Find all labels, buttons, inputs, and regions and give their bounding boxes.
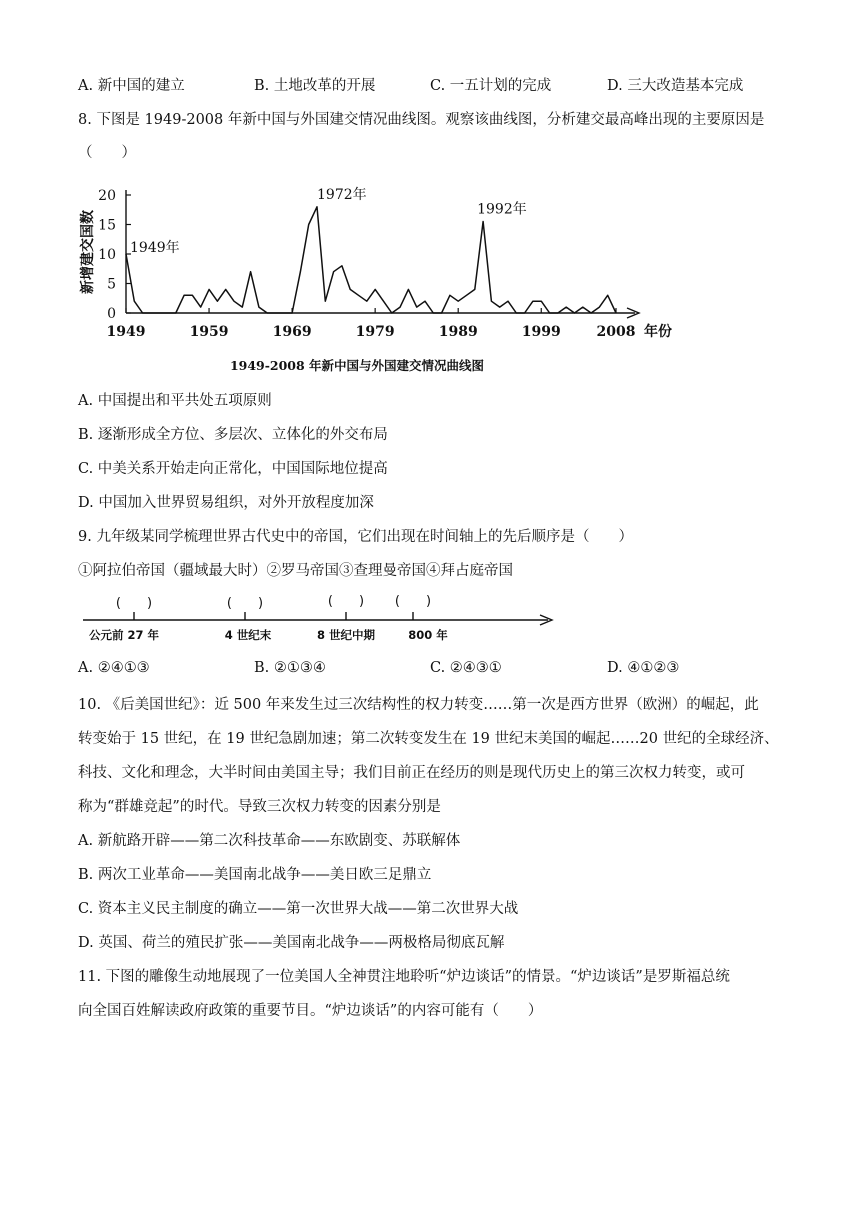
q9-option-d: D. ④①②③ [607, 660, 680, 676]
q9-items: ①阿拉伯帝国（疆域最大时）②罗马帝国③查理曼帝国④拜占庭帝国 [78, 563, 513, 579]
diplomacy-line-chart [70, 180, 710, 380]
q9-option-b: B. ②①③④ [254, 660, 326, 676]
y-tick-label: 5 [107, 276, 116, 293]
q10-option-a: A. 新航路开辟——第二次科技革命——东欧剧变、苏联解体 [78, 833, 461, 849]
x-tick-label: 1959 [189, 324, 229, 340]
chart-annotation: 1992年 [477, 201, 527, 218]
timeline-label-4: 800 年 [408, 628, 448, 642]
empire-timeline [78, 590, 568, 646]
chart-x-axis-label: 年份 [644, 324, 672, 340]
timeline-label-3: 8 世纪中期 [316, 628, 376, 642]
x-tick-label: 1949 [106, 324, 146, 340]
y-tick-label: 10 [98, 247, 116, 263]
q7-option-b: B. 土地改革的开展 [254, 78, 376, 94]
q8-option-c: C. 中美关系开始走向正常化，中国国际地位提高 [78, 461, 388, 477]
x-tick-label: 2008 [596, 324, 636, 340]
q11-text-line-2: 向全国百姓解读政府政策的重要节目。“炉边谈话”的内容可能有（ ） [78, 1003, 543, 1019]
chart-series [126, 207, 616, 313]
q10-text-line-2: 转变始于 15 世纪，在 19 世纪急剧加速；第二次转变发生在 19 世纪末美国的崛起……20 世纪的全球经济、 [78, 731, 779, 747]
chart-annotations [130, 186, 527, 256]
timeline-label-1: 公元前 27 年 [88, 628, 160, 642]
q10-option-c: C. 资本主义民主制度的确立——第一次世界大战——第二次世界大战 [78, 901, 519, 917]
x-tick-label: 1989 [438, 324, 478, 340]
timeline-slot-4: ( ) [394, 594, 432, 609]
timeline-slot-2: ( ) [226, 596, 264, 611]
q8-option-b: B. 逐渐形成全方位、多层次、立体化的外交布局 [78, 427, 388, 443]
chart-title: 1949-2008 年新中国与外国建交情况曲线图 [229, 358, 485, 373]
q8-option-a: A. 中国提出和平共处五项原则 [78, 393, 272, 409]
x-tick-label: 1969 [272, 324, 312, 340]
x-tick-label: 1999 [521, 324, 561, 340]
q8-answer-paren: （ ） [78, 145, 136, 161]
q9-option-a: A. ②④①③ [78, 660, 150, 676]
q11-text-line-1: 11. 下图的雕像生动地展现了一位美国人全神贯注地聆听“炉边谈话”的情景。“炉边谈话”是罗斯福总统 [78, 969, 730, 985]
chart-annotation: 1949年 [130, 240, 180, 256]
chart-y-axis-label: 新增建交国数 [80, 210, 96, 294]
q10-text-line-1: 10. 《后美国世纪》：近 500 年来发生过三次结构性的权力转变……第一次是西方世界（欧洲）的崛起，此 [78, 697, 759, 713]
chart-series-line [126, 207, 616, 313]
y-tick-label: 20 [98, 188, 116, 204]
q10-option-b: B. 两次工业革命——美国南北战争——美日欧三足鼎立 [78, 867, 432, 883]
q8-option-d: D. 中国加入世界贸易组织，对外开放程度加深 [78, 495, 374, 511]
q8-stem: 8. 下图是 1949-2008 年新中国与外国建交情况曲线图。观察该曲线图，分析建交最高峰出现的主要原因是 [78, 112, 765, 128]
q10-text-line-4: 称为“群雄竞起”的时代。导致三次权力转变的因素分别是 [78, 799, 441, 815]
q10-option-d: D. 英国、荷兰的殖民扩张——美国南北战争——两极格局彻底瓦解 [78, 935, 505, 951]
timeline-slot-1: ( ) [115, 596, 153, 611]
timeline-slot-3: ( ) [327, 594, 365, 609]
chart-ticks [98, 188, 635, 340]
chart-annotation: 1972年 [317, 186, 367, 203]
timeline-label-2: 4 世纪末 [224, 628, 272, 642]
y-tick-label: 0 [107, 306, 116, 322]
q7-option-d: D. 三大改造基本完成 [607, 78, 744, 94]
q7-option-c: C. 一五计划的完成 [430, 78, 552, 94]
q9-option-c: C. ②④③① [430, 660, 502, 676]
q7-option-a: A. 新中国的建立 [78, 78, 185, 94]
q10-text-line-3: 科技、文化和理念，大半时间由美国主导；我们目前正在经历的则是现代历史上的第三次权力转变，或可 [78, 765, 745, 781]
y-tick-label: 15 [98, 217, 116, 234]
x-tick-label: 1979 [355, 324, 395, 340]
q9-stem: 9. 九年级某同学梳理世界古代史中的帝国，它们出现在时间轴上的先后顺序是（ ） [78, 529, 633, 545]
